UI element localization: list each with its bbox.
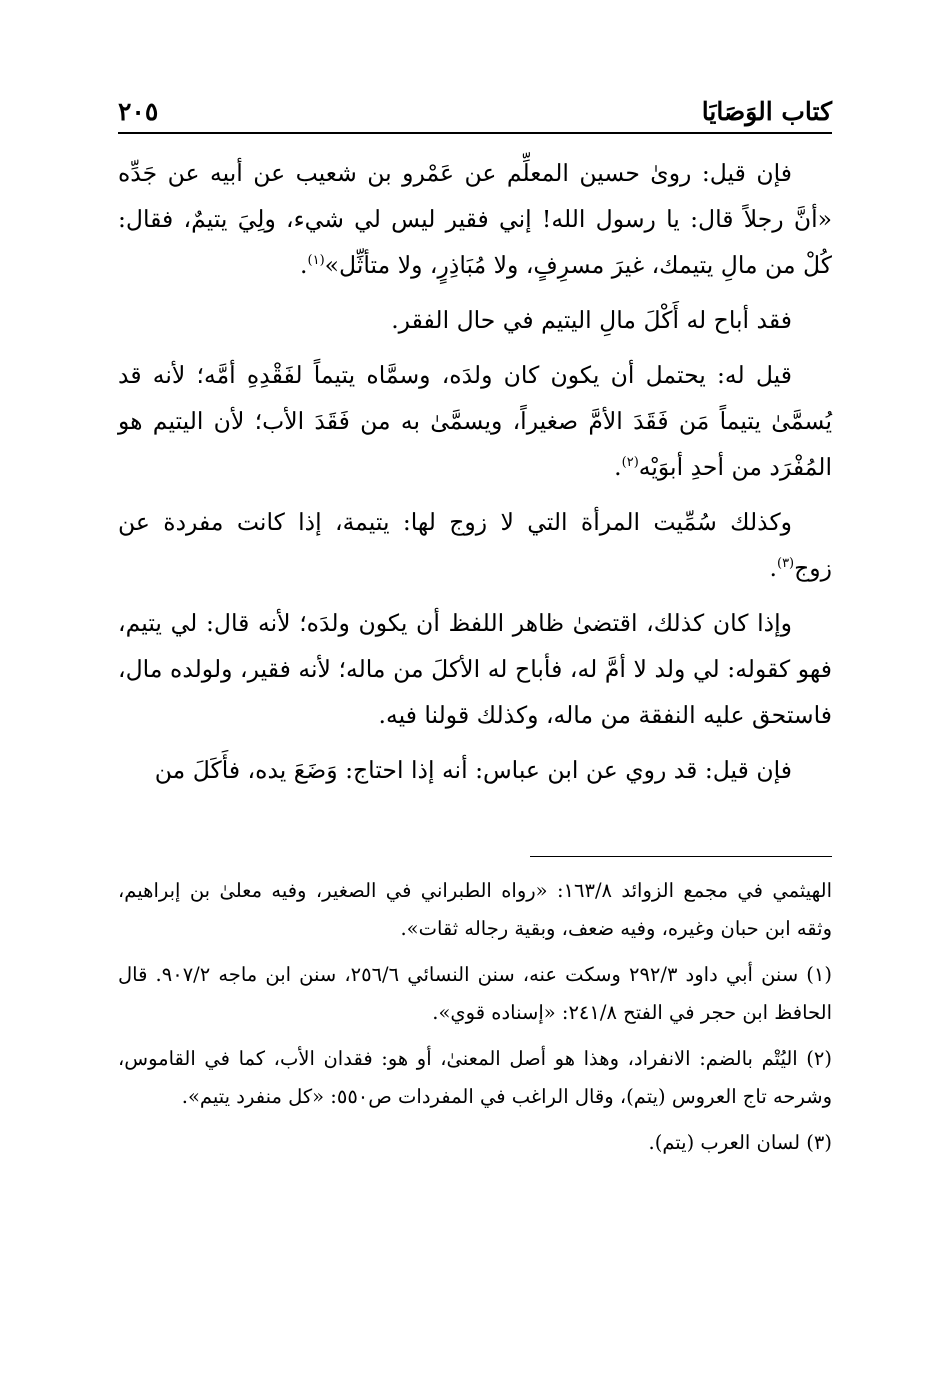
header-rule <box>118 132 832 134</box>
paragraph-5: وإذا كان كذلك، اقتضىٰ ظاهر اللفظ أن يكون ولدَه؛ لأنه قال: لي يتيم، فهو كقوله: لي ولد لا أمَّ له، فأباح له الأكلَ من ماله؛ لأنه فقير، ولولده مال، فاستحق عليه النفقة من ماله، وكذلك قولنا فيه. <box>118 609 832 729</box>
paragraph-3-text: قيل له: يحتمل أن يكون كان ولدَه، وسمَّاه يتيماً لفَقْدِهِ أمَّه؛ لأنه قد يُسمَّىٰ يتيماً مَن فَقَدَ الأمَّ صغيراً، ويسمَّىٰ به من فَقَدَ الأب؛ لأن اليتيم هو المُفْرَد من أحدِ أبوَيْه <box>118 361 832 481</box>
footnote-3: (٣) لسان العرب (يتم). <box>648 1131 832 1154</box>
paragraph-3-end: . <box>614 453 622 481</box>
paragraph-1 <box>118 150 832 288</box>
main-text <box>118 150 832 802</box>
paragraph-4 <box>118 499 832 591</box>
running-head <box>118 84 832 124</box>
footnote-1: (١) سنن أبي داود ٢٩٢/٣ وسكت عنه، سنن النسائي ٢٥٦/٦، سنن ابن ماجه ٩٠٧/٢. قال الحافظ ابن حجر في الفتح ٢٤١/٨: «إسناده قوي». <box>118 963 832 1024</box>
footnote-2: (٢) اليُتْم بالضم: الانفراد، وهذا هو أصل المعنىٰ، أو هو: فقدان الأب، كما في القاموس، وشرحه تاج العروس (يتم)، وقال الراغب في المفردات ص٥٥٠: «كل منفرد يتيم». <box>118 1047 832 1108</box>
paragraph-3 <box>118 352 832 490</box>
footnote-ref-2: (٢) <box>621 455 639 471</box>
footnote-ref-3: (٣) <box>776 556 795 572</box>
paragraph-4-end: . <box>769 554 777 582</box>
footnotes <box>118 872 832 1170</box>
paragraph-4-text: وكذلك سُمِّيت المرأة التي لا زوج لها: يتيمة، إذا كانت مفردة عن زوج <box>118 508 832 582</box>
book-title: كتاب الوَصَايَا <box>701 97 832 126</box>
page-number: ٢٠٥ <box>118 97 159 126</box>
paragraph-6: فإن قيل: قد روي عن ابن عباس: أنه إذا احتاج: وَضَعَ يده، فأَكَلَ من <box>154 756 792 784</box>
paragraph-1-end: . <box>300 251 308 279</box>
paragraph-2: فقد أباح له أَكْلَ مالِ اليتيم في حال الفقر. <box>391 306 792 334</box>
paragraph-1-text: فإن قيل: رویٰ حسين المعلِّم عن عَمْرو بن شعيب عن أبيه عن جَدِّه «أنَّ رجلاً قال: يا رسول الله! إني فقير ليس لي شيء، ولِيَ يتيمٌ، فقال: كُلْ من مالِ يتيمك، غيرَ مسرِفٍ، ولا مُبَاذِرٍ، ولا متأثِّل» <box>118 159 832 279</box>
footnote-ref-1: (١) <box>307 253 325 269</box>
footnote-continued: الهيثمي في مجمع الزوائد ١٦٣/٨: «رواه الطبراني في الصغير، وفيه معلىٰ بن إبراهيم، وثقه ابن حبان وغيره، وفيه ضعف، وبقية رجاله ثقات». <box>118 879 832 940</box>
footnote-rule <box>530 856 832 857</box>
